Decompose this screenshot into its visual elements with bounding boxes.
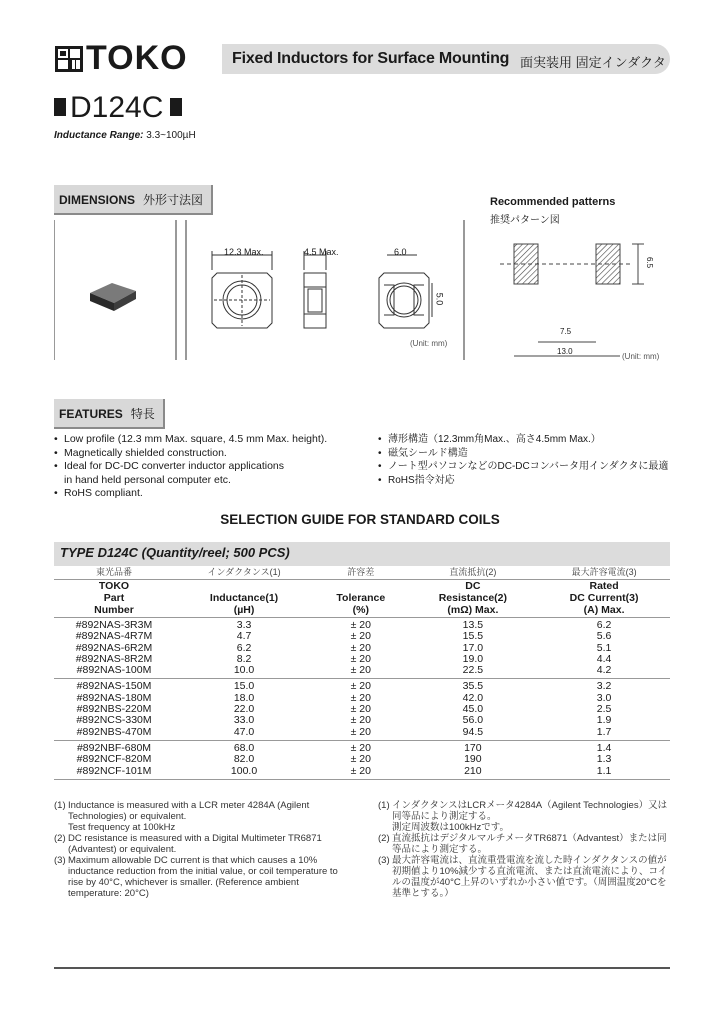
table-cell: #892NCS-330M [76,714,152,727]
table-row [54,727,670,741]
table-cell: #892NCF-101M [54,766,174,780]
features-list-en [54,433,354,501]
header-line: (µH) [233,604,255,616]
bottom-view-drawing [379,255,432,328]
dim-side-value: 5.0 [434,292,445,306]
table-cell: #892NCF-820M [76,753,152,766]
header-line: Resistance(2) [438,592,507,604]
header-line: DC [465,580,481,592]
table-cell: 45.0 [462,703,484,716]
table-cell: 170 [464,741,482,754]
footer-divider [54,967,670,969]
dim-top-label: 6.0 [394,247,407,257]
table-cell: ± 20 [350,714,371,727]
note-text: 直流抵抗はデジタルマルチメータTR6871（Advantest）または同等品により測定する。 [392,833,667,855]
table-cell: ± 20 [350,680,371,693]
table-cell: 47.0 [174,727,314,741]
table-cell: #892NAS-6R2M [75,641,153,654]
recommended-unit: (Unit: mm) [622,352,660,361]
side-view-drawing [304,251,326,328]
table-cell: 35.5 [462,680,484,693]
table-cell: #892NAS-8R2M [75,652,153,665]
table-cell: ± 20 [350,753,371,766]
features-heading [54,399,165,429]
table-cell: 19.0 [462,652,484,665]
header-jp-cell: 東光品番 [54,566,174,580]
feature-item-jp: • RoHS指令対応 [378,474,673,488]
table-cell: 1.9 [596,714,612,727]
recommended-title: Recommended patterns [490,196,616,208]
note-item [54,855,354,899]
header-inductance [174,580,314,618]
features-heading-jp: 特長 [130,407,155,421]
rec-dim-inner: 7.5 [560,327,572,336]
note-item [378,833,670,855]
inductance-range-label: Inductance Range: [54,130,144,141]
note-text: 最大許容電流は、直流重畳電流を流した時インダクタンスの値が初期値より10%減少する直流電流、または直流電流により、コイルの温度が40°C上昇のいずれか小さい値です。（周囲温度20°Cを基準とする。） [392,855,668,899]
brand-name: TOKO [86,39,188,77]
rec-dim-height-value: 6.5 [645,256,655,269]
feature-item-jp: • 薄形構造（12.3mm角Max.、高さ4.5mm Max.） [378,433,673,447]
model-name: D124C [70,91,164,124]
component-photo [90,283,136,311]
note-number: (3) [54,855,66,866]
toko-logo-mark [55,46,83,72]
header-line: DC Current(3) [569,592,639,604]
header-part-number [54,580,174,618]
table-cell: 22.0 [233,703,255,716]
table-cell: 1.3 [596,753,612,766]
feature-item-jp: • ノート型パソコンなどのDC-DCコンバータ用インダクタに最適 [378,460,673,474]
feature-item: • Low profile (12.3 mm Max. square, 4.5 mm Max. height). [54,433,354,447]
header-line: (%) [352,604,369,616]
dim-height-label: 4.5 Max. [304,247,339,257]
dimensions-heading-jp: 外形寸法図 [143,193,204,207]
note-text: インダクタンスはLCRメータ4284A（Agilent Technologies）又は同等品により測定する。 測定周波数は100kHzです。 [392,800,668,833]
note-number: (1) [54,800,66,811]
header-jp-cell: 最大許容電流(3) [538,566,670,580]
table-cell: #892NAS-100M [54,665,174,679]
header-tolerance [314,580,407,618]
table-cell: ± 20 [350,619,371,631]
rec-dim-outer: 13.0 [557,347,573,356]
note-text: DC resistance is measured with a Digital Multimeter TR6871 (Advantest) or equivalent. [68,833,322,855]
feature-item-jp: • 磁気シールド構造 [378,447,673,461]
table-cell: 4.4 [596,652,612,665]
header-line: Inductance(1) [209,592,279,604]
header-line: TOKO [98,580,130,592]
header-rated-current [538,580,670,618]
table-cell: 210 [408,766,539,780]
table-cell: 6.2 [236,641,252,654]
header-line: (mΩ) Max. [447,604,499,616]
note-item [378,855,670,899]
selection-guide-title: SELECTION GUIDE FOR STANDARD COILS [220,512,500,527]
table-cell: 42.0 [462,691,484,704]
table-cell: #892NAS-4R7M [75,630,153,643]
table-cell: 100.0 [174,766,314,780]
header-jp-cell: 許容差 [314,566,407,580]
table-cell: ± 20 [350,630,371,643]
table-row [54,618,670,632]
top-view-drawing [212,251,272,328]
note-item [54,800,354,833]
table-row [54,754,670,765]
rec-dim-height [645,257,654,268]
table-cell: 3.0 [596,691,612,704]
header-line: Part [103,592,125,604]
table-cell: 1.1 [538,766,670,780]
header-line: Rated [589,580,619,592]
note-number: (2) [54,833,66,844]
table-cell: ± 20 [314,766,407,780]
dim-width-label: 12.3 Max. [224,247,264,257]
table-cell: 5.1 [596,641,612,654]
notes-jp [378,800,670,899]
table-row [54,679,670,693]
table-cell: ± 20 [350,703,371,716]
notes-en [54,800,354,899]
table-cell: 6.2 [596,619,612,631]
note-number: (1) [378,800,390,811]
dimensions-unit: (Unit: mm) [410,339,448,348]
dimensions-heading [54,185,213,215]
header-dc-resistance [408,580,539,618]
table-row [54,631,670,642]
dimensions-heading-en: DIMENSIONS [59,193,136,207]
table-cell: 68.0 [233,741,255,754]
inductance-range [54,130,196,141]
model-marker-left [54,98,66,116]
table-cell: 4.7 [236,630,252,643]
table-cell: 4.2 [538,665,670,679]
page-title: Fixed Inductors for Surface Mounting [232,50,510,67]
header-line: Tolerance [336,592,386,604]
table-cell: 33.0 [233,714,255,727]
table-cell: 56.0 [462,714,484,727]
header-line: (A) Max. [583,604,625,616]
table-cell: 3.2 [596,680,612,693]
table-cell: 1.4 [596,741,612,754]
table-cell: #892NAS-180M [76,691,152,704]
table-cell: #892NBF-680M [76,741,152,754]
header-jp-cell: インダクタンス(1) [174,566,314,580]
table-cell: 17.0 [462,641,484,654]
table-row [54,715,670,726]
table-header-jp-row [54,566,670,580]
feature-item: • Magnetically shielded construction. [54,447,354,461]
features-list-jp [378,433,673,487]
note-number: (2) [378,833,390,844]
table-cell: 190 [464,753,482,766]
table-row [54,665,670,679]
note-text: Inductance is measured with a LCR meter 4284A (Agilent Technologies) or equivalent. Test frequency at 100kHz [68,800,310,833]
table-cell: 1.7 [538,727,670,741]
table-cell: 82.0 [233,753,255,766]
note-text: Maximum allowable DC current is that which causes a 10% inductance reduction from the initial value, or coil temperature to rise by 40°C, whichever is smaller. (Reference ambient temperature: 20°C) [68,855,338,899]
table-cell: #892NBS-470M [54,727,174,741]
recommended-title-jp: 推奨パターン図 [490,215,560,226]
table-cell: 8.2 [236,652,252,665]
table-cell: 18.0 [233,691,255,704]
table-cell: ± 20 [314,665,407,679]
model-marker-right [170,98,182,116]
table-cell: #892NBS-220M [76,703,152,716]
header-jp-cell: 直流抵抗(2) [408,566,539,580]
selection-table [54,566,670,780]
table-cell: 3.3 [236,619,252,631]
table-cell: ± 20 [350,641,371,654]
table-cell: 10.0 [174,665,314,679]
feature-item: • Ideal for DC-DC converter inductor applications [54,460,354,474]
table-cell: 22.5 [408,665,539,679]
table-cell: 15.5 [462,630,484,643]
table-row [54,766,670,780]
table-cell: ± 20 [350,652,371,665]
note-item [54,833,354,855]
header-line: Number [94,604,134,616]
table-cell: 15.0 [233,680,255,693]
table-cell: ± 20 [314,727,407,741]
table-cell: 2.5 [596,703,612,716]
table-cell: ± 20 [350,691,371,704]
features-heading-en: FEATURES [59,407,123,421]
table-cell: #892NAS-150M [76,680,152,693]
note-item [378,800,670,833]
table-cell: #892NAS-3R3M [75,619,153,631]
page-title-jp: 面実装用 固定インダクタ [520,55,666,70]
table-row [54,740,670,754]
feature-item: • RoHS compliant. [54,487,354,501]
inductance-range-value: 3.3~100µH [146,130,196,141]
table-cell: 5.6 [596,630,612,643]
note-number: (3) [378,855,390,866]
feature-item-continuation: in hand held personal computer etc. [64,473,231,486]
table-cell: ± 20 [350,741,371,754]
type-title: TYPE D124C (Quantity/reel; 500 PCS) [60,545,290,560]
dim-side-label [434,293,444,306]
table-cell: 94.5 [408,727,539,741]
table-header-row [54,580,670,618]
table-cell: 13.5 [462,619,484,631]
